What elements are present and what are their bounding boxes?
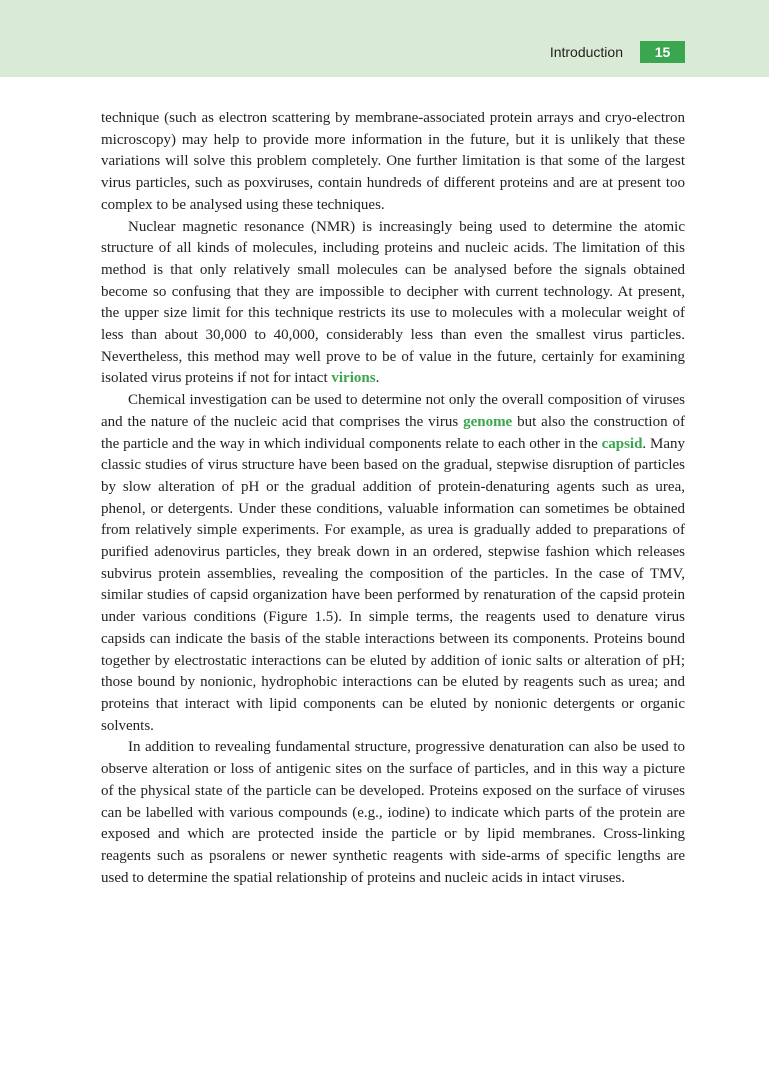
paragraph-1: technique (such as electron scattering by membrane-associated protein arrays and cryo-electron microscopy) may help to provide more information in the future, but it is unlikely that these variations will solve this problem completely. One further limitation is that some of the largest virus particles, such as poxviruses, contain hundreds of different proteins and are at present too complex to be analysed using these techniques. [101, 110, 685, 213]
page-number-badge: 15 [640, 41, 685, 63]
page-header-band [0, 0, 769, 77]
paragraph-3-text-b: but also the construction of the particle and the way in which individual components relate to each other in the [101, 413, 685, 452]
glossary-term-virions: virions [331, 370, 376, 387]
paragraph-2 [101, 217, 685, 391]
paragraph-2-text-a: Nuclear magnetic resonance (NMR) is increasingly being used to determine the atomic structure of all kinds of molecules, including proteins and nucleic acids. The limitation of this method is that only relatively small molecules can be analysed before the signals obtained become so confusing that they are impossible to decipher with current technology. At present, the upper size limit for this technique restricts its use to molecules with a molecular weight of less than about 30,000 to 40,000, considerably less than even the smallest virus particles. Nevertheless, this method may well prove to be of value in the future, certainly for examining isolated virus proteins if not for intact [101, 218, 685, 387]
running-head-title: Introduction [549, 44, 623, 60]
glossary-term-capsid: capsid [601, 435, 643, 452]
paragraph-3 [101, 390, 685, 737]
paragraph-2-text-b: . [375, 370, 380, 387]
paragraph-3-text-a: Chemical investigation can be used to determine not only the overall composition of viruses and the nature of the nucleic acid that comprises the virus [101, 392, 685, 430]
paragraph-4: In addition to revealing fundamental structure, progressive denaturation can also be used to observe alteration or loss of antigenic sites on the surface of particles, and in this way a picture of the physical state of the particle can be developed. Proteins exposed on the surface of viruses can be labelled with various compounds (e.g., iodine) to indicate which parts of the protein are exposed and which are protected inside the particle or by lipid membranes. Cross-linking reagents such as psoralens or newer synthetic reagents with side-arms of specific lengths are used to determine the spatial relationship of proteins and nucleic acids in intact viruses. [101, 739, 685, 886]
body-text [101, 108, 685, 889]
paragraph-3-text-c: . Many classic studies of virus structure have been based on the gradual, stepwise disruption of particles by slow alteration of pH or the gradual addition of protein-denaturing agents such as urea, phenol, or detergents. Under these conditions, valuable information can sometimes be obtained from relatively simple experiments. For example, as urea is gradually added to preparations of purified adenovirus particles, they break down in an ordered, stepwise fashion which releases subvirus protein assemblies, revealing the composition of the particles. In the case of TMV, similar studies of capsid organization have been performed by renaturation of the capsid protein under various conditions (Figure 1.5). In simple terms, the reagents used to denature virus capsids can indicate the basis of the stable interactions between its components. Proteins bound together by electrostatic interactions can be eluted by addition of ionic salts or alteration of pH; those bound by nonionic, hydrophobic interactions can be eluted by reagents such as urea; and proteins that interact with lipid components can be eluted by nonionic detergents or organic solvents. [101, 435, 685, 734]
glossary-term-genome: genome [463, 413, 513, 430]
